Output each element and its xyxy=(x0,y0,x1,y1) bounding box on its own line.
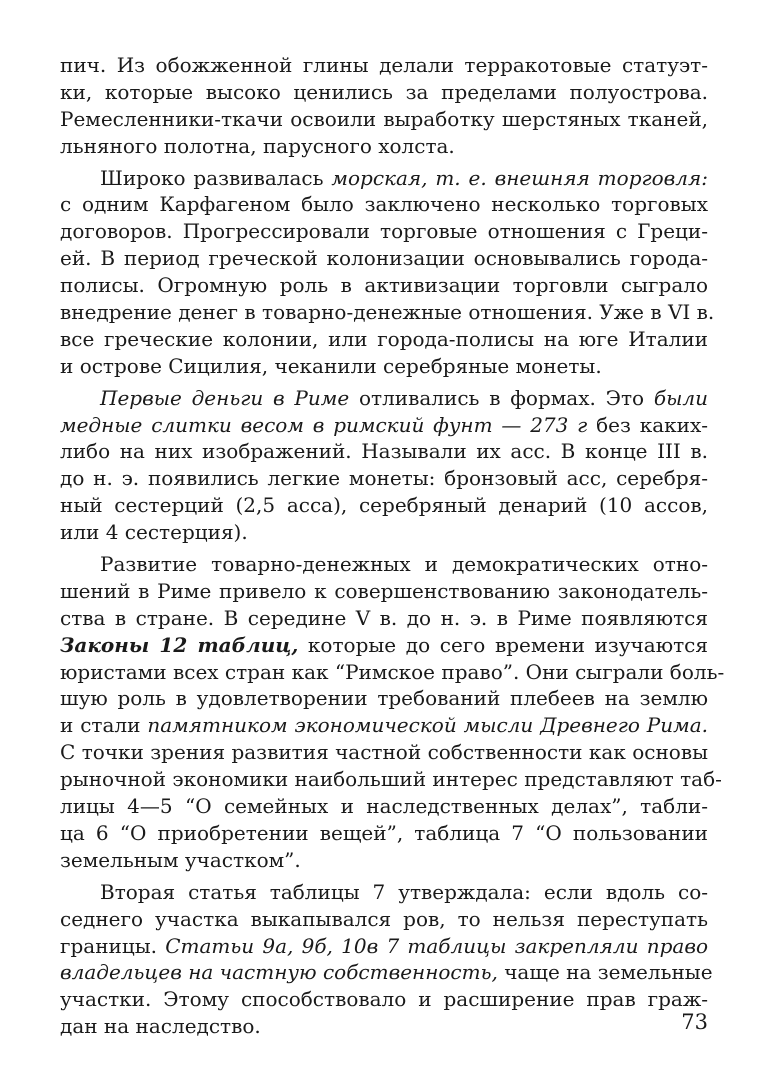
text-run: либо на них изображений. Называли их асс. В конце III в. xyxy=(60,439,708,464)
text-run: или 4 сестерция). xyxy=(60,520,248,545)
text-run: ей. В период греческой колонизации основывались города- xyxy=(60,246,708,271)
text-line xyxy=(60,659,725,686)
text-line xyxy=(60,685,708,712)
text-run: чаще на земельные xyxy=(497,960,713,985)
paragraph-p3 xyxy=(60,385,708,546)
text-run: границы. xyxy=(60,933,166,958)
text-run: ки, которые высоко ценились за пределами полуострова. xyxy=(60,79,708,104)
text-line xyxy=(60,412,708,439)
text-line xyxy=(60,218,708,245)
text-run: Ремесленники-ткачи освоили выработку шерстяных тканей, xyxy=(60,106,708,131)
italic-emphasis: владельцев на частную собственность, xyxy=(60,960,498,985)
paragraph-p1 xyxy=(60,52,708,160)
paragraph-p2 xyxy=(60,165,715,380)
text-run: договоров. Прогрессировали торговые отношения с Греци- xyxy=(60,219,708,244)
text-run: до н. э. появились легкие монеты: бронзовый асс, серебря- xyxy=(60,466,708,491)
text-line xyxy=(60,106,708,133)
paragraph-p4 xyxy=(60,551,725,874)
text-line xyxy=(60,578,708,605)
text-run: Широко развивалась xyxy=(100,165,332,190)
text-run: полисы. Огромную роль в активизации торговли сыграло xyxy=(60,273,708,298)
text-line xyxy=(60,847,708,874)
text-line xyxy=(60,133,708,160)
text-line xyxy=(60,52,708,79)
text-line xyxy=(60,906,708,933)
text-run: внедрение денег в товарно-денежные отношения. Уже в VI в. xyxy=(60,300,715,325)
text-line xyxy=(60,465,708,492)
text-line xyxy=(60,1013,708,1040)
text-run: все греческие колонии, или города-полисы на юге Италии xyxy=(60,326,708,351)
text-run: которые до сего времени изучаются xyxy=(298,632,708,657)
text-run: участки. Этому способствовало и расширение прав граж- xyxy=(60,987,708,1012)
text-run: дан на наследство. xyxy=(60,1014,261,1039)
text-line xyxy=(60,165,708,192)
text-line xyxy=(60,245,708,272)
book-page-body xyxy=(60,52,725,1040)
text-line xyxy=(60,519,708,546)
text-line xyxy=(60,79,708,106)
text-line xyxy=(60,191,708,218)
text-line xyxy=(60,739,708,766)
text-run: Вторая статья таблицы 7 утверждала: если вдоль со- xyxy=(100,879,708,904)
text-run: пич. Из обожженной глины делали терракотовые статуэт- xyxy=(60,53,708,77)
text-line xyxy=(60,959,713,986)
text-run: шую роль в удовлетворении требований плебеев на землю xyxy=(60,686,708,711)
italic-emphasis: памятником экономической мысли Древнего Рима. xyxy=(147,713,708,738)
italic-emphasis: морская, т. е. внешняя торговля: xyxy=(331,165,708,190)
text-run: С точки зрения развития частной собственности как основы xyxy=(60,740,708,765)
bold-italic-emphasis: Законы 12 таблиц, xyxy=(60,632,299,657)
text-line xyxy=(60,492,708,519)
text-run: отливались в формах. Это xyxy=(349,385,654,410)
text-run: лицы 4—5 “О семейных и наследственных делах”, табли- xyxy=(60,794,708,819)
italic-emphasis: Статьи 9а, 9б, 10в 7 таблицы закрепляли право xyxy=(165,933,708,958)
text-run: ный сестерций (2,5 асса), серебряный денарий (10 ассов, xyxy=(60,493,708,518)
text-line xyxy=(60,299,715,326)
italic-emphasis: Первые деньги в Риме xyxy=(100,385,350,410)
text-line xyxy=(60,766,722,793)
text-line xyxy=(60,326,708,353)
text-run: и острове Сицилия, чеканили серебряные монеты. xyxy=(60,353,602,378)
text-run: и стали xyxy=(60,713,148,738)
text-line xyxy=(60,986,708,1013)
paragraph-p5 xyxy=(60,879,713,1040)
italic-emphasis: были xyxy=(653,385,708,410)
text-line xyxy=(60,712,708,739)
text-line xyxy=(60,632,708,659)
text-run: рыночной экономики наибольший интерес представляют таб- xyxy=(60,767,722,792)
page-number: 73 xyxy=(681,1010,708,1034)
text-run: ца 6 “О приобретении вещей”, таблица 7 “О пользовании xyxy=(60,820,708,845)
text-line xyxy=(60,605,708,632)
text-run: с одним Карфагеном было заключено несколько торговых xyxy=(60,192,708,217)
text-line xyxy=(60,820,708,847)
text-run: льняного полотна, парусного холста. xyxy=(60,133,455,158)
text-line xyxy=(60,438,708,465)
text-line xyxy=(60,879,708,906)
text-line xyxy=(60,793,708,820)
text-run: ства в стране. В середине V в. до н. э. в Риме появляются xyxy=(60,605,708,630)
text-line xyxy=(60,272,708,299)
text-run: шений в Риме привело к совершенствованию законодатель- xyxy=(60,578,708,603)
text-run: без каких- xyxy=(587,412,708,437)
text-run: земельным участком”. xyxy=(60,847,301,872)
text-line xyxy=(60,353,708,380)
text-line xyxy=(60,385,708,412)
italic-emphasis: медные слитки весом в римский фунт — 273 г xyxy=(60,412,588,437)
text-run: юристами всех стран как “Римское право”. Они сыграли боль- xyxy=(60,659,725,684)
text-line xyxy=(60,551,708,578)
text-line xyxy=(60,933,708,960)
text-run: Развитие товарно-денежных и демократических отно- xyxy=(100,552,708,577)
text-run: седнего участка выкапывался ров, то нельзя переступать xyxy=(60,906,708,931)
